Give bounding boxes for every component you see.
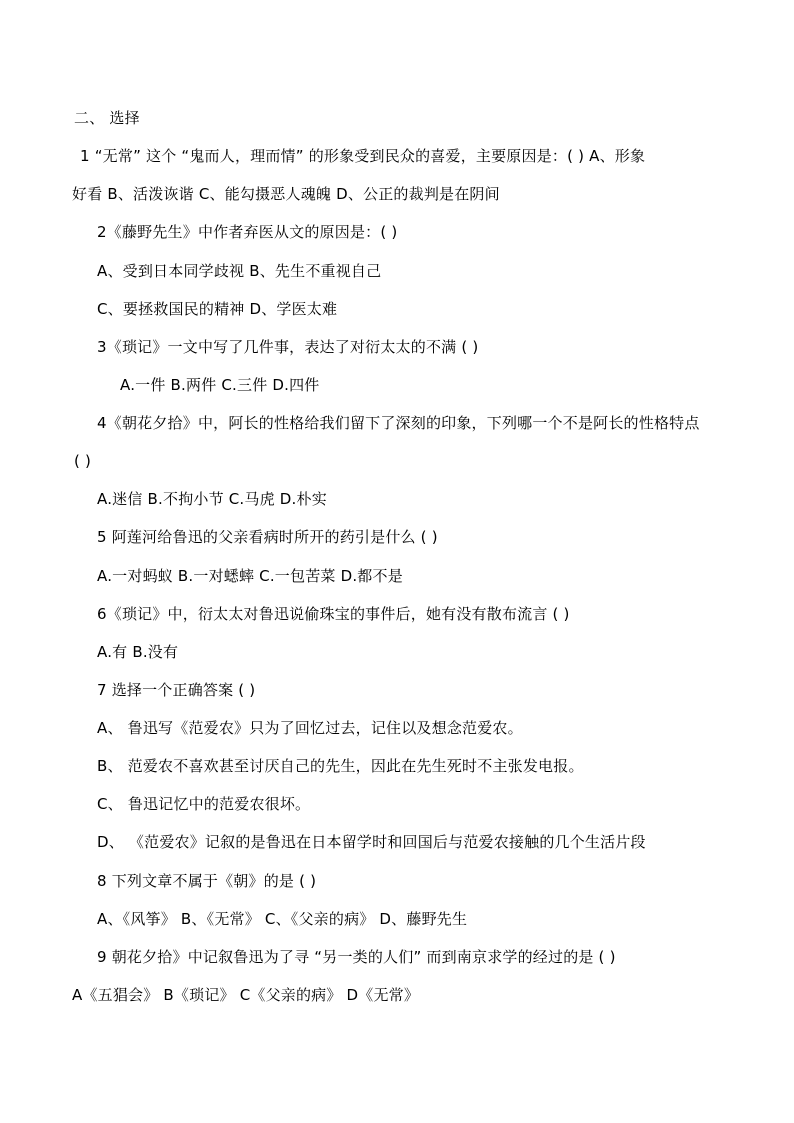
question-9-options: A《五猖会》 B《琐记》 C《父亲的病》 D《无常》	[72, 986, 420, 1004]
question-7-option-a: A、 鲁迅写《范爱农》只为了回忆过去，记住以及想念范爱农。	[97, 719, 523, 737]
question-9-stem: 9 朝花夕拾》中记叙鲁迅为了寻 “另一类的人们” 而到南京求学的经过的是 ( )	[97, 948, 616, 966]
question-8-stem: 8 下列文章不属于《朝》的是 ( )	[97, 872, 317, 890]
question-7-option-c: C、 鲁迅记忆中的范爱农很坏。	[97, 795, 311, 813]
question-7-option-b: B、 范爱农不喜欢甚至讨厌自己的先生，因此在先生死时不主张发电报。	[97, 757, 584, 775]
question-4-options: A.迷信 B.不拘小节 C.马虎 D.朴实	[97, 490, 327, 508]
question-4-paren: ( )	[74, 452, 92, 470]
question-1-line-2: 好看 B、活泼诙谐 C、能勾摄恶人魂魄 D、公正的裁判是在阴间	[72, 185, 500, 203]
question-6-stem: 6《琐记》中，衍太太对鲁迅说偷珠宝的事件后，她有没有散布流言 ( )	[97, 605, 570, 623]
question-5-stem: 5 阿莲河给鲁迅的父亲看病时所开的药引是什么 ( )	[97, 528, 438, 546]
question-7-stem: 7 选择一个正确答案 ( )	[97, 681, 256, 699]
question-5-options: A.一对蚂蚁 B.一对蟋蟀 C.一包苦菜 D.都不是	[97, 567, 403, 585]
question-1-line-1: 1 “无常” 这个 “鬼而人，理而情” 的形象受到民众的喜爱，主要原因是：( ) A、形象	[80, 147, 646, 165]
question-2-options-a-b: A、受到日本同学歧视 B、先生不重视自己	[97, 262, 382, 280]
section-title: 二、 选择	[74, 109, 140, 127]
question-3-options: A.一件 B.两件 C.三件 D.四件	[120, 376, 320, 394]
question-2-options-c-d: C、要拯救国民的精神 D、学医太难	[97, 300, 338, 318]
question-8-options: A、《风筝》 B、《无常》 C、《父亲的病》 D、藤野先生	[97, 910, 468, 928]
question-2-stem: 2《藤野先生》中作者弃医从文的原因是：( )	[97, 223, 398, 241]
question-7-option-d: D、 《范爱农》记叙的是鲁迅在日本留学时和回国后与范爱农接触的几个生活片段	[97, 833, 646, 851]
question-4-stem: 4《朝花夕拾》中，阿长的性格给我们留下了深刻的印象，下列哪一个不是阿长的性格特点	[97, 414, 700, 432]
question-3-stem: 3《琐记》一文中写了几件事，表达了对衍太太的不满 ( )	[97, 338, 479, 356]
question-6-options: A.有 B.没有	[97, 643, 179, 661]
